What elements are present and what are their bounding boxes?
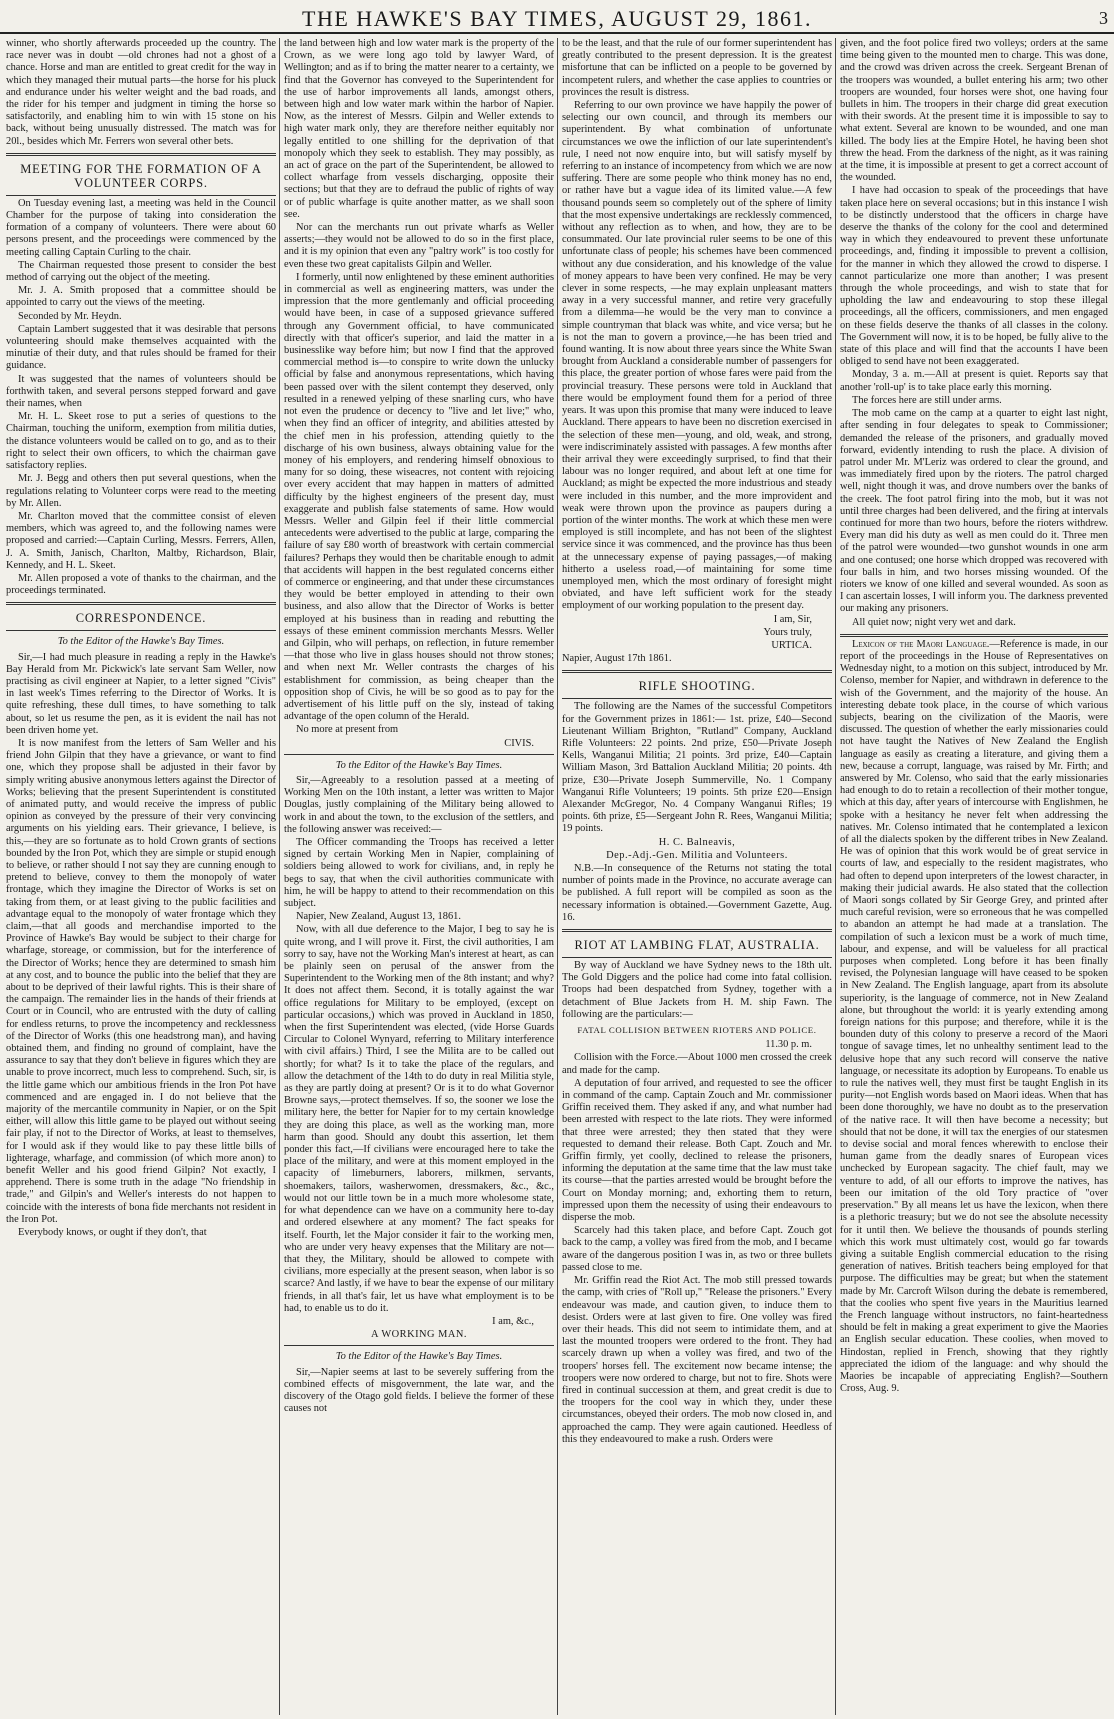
riot-paragraph: Scarcely had this taken place, and before Capt. Zouch got back to the camp, a volley was fired from the mob, and I became aware of the dangerous position I was in, as two or three bullets passed close to me.	[562, 1225, 832, 1273]
letter-paragraph: the land between high and low water mark is the property of the Crown, as we were long ago told by lawyer Ward, of Wellington; and as if to bring the matter nearer to a certainty, we find that the Governor has conveyed to the Superintendent for the use of harbor improvements all lands, amongst others, between high and low water mark within the harbor of Napier. Now, as the interest of Messrs. Gilpin and Weller extends to high water mark only, they are therefore neither equitably nor legally entitled to one shilling for the deprivation of that monopoly which they seek to establish. They may possibly, as an act of grace on the part of the Superintendent, be allowed to collect wharfage from vessels discharging, opposite their sections; but that they are to defraud the public of rights of way or of public wharfage is quite another matter, as we shall soon see.	[284, 38, 554, 220]
riot-paragraph: The mob came on the camp at a quarter to eight last night, after sending in four delegates to speak to Commissioner; demanded the release of the prisoners, and gradually moved forward, evidently intending to rush the place. A division of patrol under Mr. M'Leriz was ordered to clear the ground, and was immediately fired upon by the rioters. The patrol charged well, night though it was, and drove numbers over the banks of the creek. The foot patrol firing into the mob, but it was not until three charges had been delivered, and the firing at intervals continued for more than two hours, before the rioters withdrew. Every man did his duty as well as men could do it. Three men of the patrol were wounded—two gunshot wounds in one arm and one contused; one horse which dropped was recovered with four balls in him, and two horses missing wounded. Of the rioters we know of one killed and several wounded. As soon as I can ascertain losses, I will inform you. The darkness prevented our making any prisoners.	[840, 408, 1108, 615]
lexicon-headline: Lexicon of the Maori Language.	[852, 638, 990, 650]
riot-paragraph: All quiet now; night very wet and dark.	[852, 616, 1016, 628]
column-rule	[279, 38, 280, 1715]
section-divider	[840, 634, 1108, 637]
section-divider	[6, 602, 276, 605]
letter-date: Napier, August 17th 1861.	[562, 653, 672, 665]
section-divider	[284, 754, 554, 755]
section-divider	[6, 195, 276, 196]
correspondence-headline: CORRESPONDENCE.	[75, 611, 207, 626]
letter-paragraph: Napier, New Zealand, August 13, 1861.	[296, 911, 461, 923]
meeting-paragraph: Captain Lambert suggested that it was desirable that persons volunteering should make themselves acquainted with the minutiæ of their duty, and that rules should be framed for their guidance.	[6, 323, 276, 372]
rifle-results: The following are the Names of the successful Competitors for the Government prizes in 1861:— 1st. prize, £40—Second Lieutenant William Brighton, "Rutland" Company, Auckland Rifle Volunteers: 22 points. 2nd prize, £50—Private Joseph Kells, Wanganui Militia; 21 points. 3rd prize, £40—Captain William Mason, 3rd Battalion Auckland Militia; 20 points. 4th prize, £30—Private Joseph Summerville, No. 1 Company Wanganui Rifle Volunteers; 19 points. 5th prize £20—Ensign Alexander McGregor, No. 4 Company Wanganui Rifles; 19 points. 6th prize, £5—Sergeant John R. Rees, Wanganui Militia; 19 points.	[562, 701, 832, 835]
riot-paragraph: given, and the foot police fired two volleys; orders at the same time being given to the mounted men to charge. This was done, and the crowd was driven across the creek. Sergeant Brenan of the troopers was wounded, a bullet entering his arm; two other troopers are wounded, four horses were shot, one having four bullets in him. The troopers in their charge did great execution with their swords. At the present time it is impossible to say to what extent. Several are known to be wounded, and one man killed. The body lies at the Empire Hotel, he having been shot threw the head. From the darkness of the night, as it was raining at the time, it is impossible at present to get a correct account of the wounded.	[840, 38, 1108, 184]
column-4	[840, 38, 1108, 1715]
section-divider	[284, 1345, 554, 1346]
riot-headline: RIOT AT LAMBING FLAT, AUSTRALIA.	[574, 938, 820, 953]
riot-paragraph: By way of Auckland we have Sydney news to the 18th ult. The Gold Diggers and the police had come into fatal collision. Troops had been despatched from Sydney, together with a detachment of Blue Jackets from H. M. ship Fawn. The following are the particulars:—	[562, 960, 832, 1020]
section-divider	[562, 670, 832, 673]
letter-signature: URTICA.	[771, 639, 812, 651]
riot-paragraph: Collision with the Force.—About 1000 men crossed the creek and made for the camp.	[562, 1052, 832, 1076]
letter-closing: I am, &c.,	[492, 1315, 534, 1327]
column-rule	[557, 38, 558, 1715]
letter-paragraph: It is now manifest from the letters of Sam Weller and his friend John Gilpin that they have a grievance, or want to find one, which they propose shall be adjusted in their favor by simply writing abusive anonymous letters against the Director of Works; believing that the present Superintendent is constituted of animated putty, and would receive the impress of public opinion as conveyed by the pressure of their very convincing arguments on his yielding ears. Their grievance, I believe, is this,—they are so fortunate as to hold Crown grants of sections bounded by the Iron Pot, which they are simple or stupid enough to believe, or rather should I not say they are cunning enough to pretend to believe, convey to them the monopoly of water frontage, which they imagine the Director of Works is set on taking from them, or at least giving to the public facilities and advantage equal to the monopoly of water frontage which they claim,—that all goods and merchandise imported to the Province of Hawke's Bay would be subject to their charge for wharfage, storeage, or commission, but for the interference of the Director of Works; hence they are determined to smash him at any cost, and to bounce the public into the belief that they are about to be deprived of their lawful rights. This is their share of the campaign. The remainder lies in the hands of their friends at Court or in Council, who are entrusted with the duty of calling for endless returns, to prove the incompetency and recklessness of the Director of Works (this one headstrong man), and having obtained them, and finding no ground of complaint, have the assurance to say that they don't believe in figures which they are unable to prove incorrect, much less to comprehend. Such, sir, is the little game which our ambitious friends in the Iron Pot have commenced and are engaged in. I do not believe that the majority of the mercantile community in Napier, or on the Spit either, will allow this little game to be played out without seeing fair play, if not to the Director of Works, at least to themselves, for I would ask if they would like to pay these little bills of lighterage, wharfage, and commission (of which more anon) to benefit Weller and his good friend Gilpin? Not exactly, I apprehend. There is some truth in the adage "No friendship in trade," and Gilpin's and Weller's interests do not happen to coincide with the interests of bona fide merchants not resident in the Iron Pot.	[6, 737, 276, 1225]
letter-paragraph: Referring to our own province we have happily the power of selecting our own council, and through its members our superintendent. By what combination of unfortunate circumstances we owe the infliction of our late superintendent's rule, I need not now enquire into, but will satisfy myself by referring to an instance of incompetency from which we are now suffering. There are some people who think money has no end, or rather have but a vague idea of its limited value.—A few thousand pounds seem so completely out of the sphere of limity that the most expensive undertakings are recklessly commenced, without any reflection as to when, and how, they are to be consummated. Our late provincial ruler seems to be one of this unfortunate class of people; his schemes have been commenced without any due consideration, and his knowledge of the value of money appears to have been very confined. He may be very clever in some respects, —he may explain unpleasant matters away in a very successful manner, and retire very gracefully from a dilemma—he would be the very man to convince a simple countryman that black was white, and vice versa; but he is not the man to govern a province,—he has been tried and found wanting. It is now about three years since the White Swan brought from Auckland a considerable number of passengers for this place, the greater portion of whose fares were paid from the provincial treasury. These persons were told in Auckland that there would be employment found them for a period of three years. It was upon this promise that many were induced to leave Auckland. There appears to have been no discretion exercised in the selection of these men—young, and old, weak, and strong, were indiscriminately assisted with passages. A few months after their arrival they were exceedingly surprised, to find that their labour was no longer required, and about left at one time for Auckland; as might be expected the more industrious and steady were included in this number, and the more improvident and weak were thrown upon the province as paupers during a portion of the winter months. The work at which these men were employed is still incomplete, and has not been of the slightest service since it was commenced, and the province has thus been at the unnecessary expense of paying passages,—of making hitherto a useless road,—of maintaining for some time unemployed men, which the most ordinary of foresight might obviated, and have left sufficient work for the steady employment of our working population to the present day.	[562, 100, 832, 612]
rifle-note: N.B.—In consequence of the Returns not stating the total number of points made in the Province, no accurate average can be published. A full report will be compiled as soon as the necessary information is obtained.—Government Gazette, Aug. 16.	[562, 863, 832, 923]
meeting-paragraph: Mr. J. Begg and others then put several questions, when the regulations relating to Volunteer corps were read to the meeting by Mr. Allen.	[6, 473, 276, 509]
section-divider	[562, 929, 832, 932]
riot-paragraph: The forces here are still under arms.	[852, 394, 1002, 406]
riot-paragraph: Monday, 3 a. m.—All at present is quiet. Reports say that another 'roll-up' is to take place early this morning.	[840, 369, 1108, 393]
letter-paragraph: Sir,—Napier seems at last to be severely suffering from the combined effects of misgovernment, the late war, and the discovery of the Otago gold fields. I believe the former of these causes not	[284, 1366, 554, 1415]
riot-paragraph: Mr. Griffin read the Riot Act. The mob still pressed towards the camp, with cries of "Roll up," "Release the prisoners." Every endeavour was made, and caution given, to induce them to desist. Orders were at last given to fire. One volley was fired over their heads. This did not seem to intimidate them, and at last the mounted troopers were ordered to the front. They had scarcely drawn up when a volley was fired, and two of the troopers' horses fell. The excitement now became intense; the troopers were now ordered to charge, but not to fire. Shots were fired in continual succession at them, and great credit is due to the troopers for the cool way in which they, under these circumstances, obeyed their orders. The mob now closed in, and approached the camp. They were again cautioned. Heedless of this they endeavoured to make a rush. Orders were	[562, 1275, 832, 1445]
letter-signature: CIVIS.	[504, 737, 534, 749]
letter-closing: I am, Sir,	[773, 613, 812, 625]
letter-paragraph: Now, with all due deference to the Major, I beg to say he is quite wrong, and I will prove it. First, the civil authorities, I am sorry to say, have not the Working Man's interest at heart, as can be plainly seen on perusal of the answer from the Superintendent to the Working men of the 8th instant; and why? It does not affect them. Second, it is totally against the war office regulations for Military to be employed, (except on particular occasions,) which was proved in Auckland in 1850, when the first Superintendent was elected, (vide Horse Guards Circular to Colonel Wynyard, referring to Military interference with civil affairs.) Third, I see the Milita are to be called out shortly; for what? Is it to take the place of the regulars, and allow the detachment of the 14th to do duty in real Militia style, as they are partly doing at present? Or is it to do what Governor Browne says,—protect themselves. If so, the sooner we lose the military here, the better for Napier for to my certain knowledge they are doing this place, as well as the working man, more harm than good. Should any doubt this assertion, let them ponder this fact,—If civilians were encouraged here to take the place of the military, and were at this moment employed in the capacity of limeburners, laborers, milkmen, servants, shoemakers, tailors, washerwomen, dressmakers, &c., &c., would not our little town be in a much more wholesome state, for what dependence can we have on a community here to-day and ordered elsewhere at any moment? The fact speaks for itself. Fourth, let the Major consider it fair to the working men, who are under very heavy expenses that the Military are not—that they, the Military, should be allowed to compete with civilians, more especially at the present season, when labor is so scarce? And lastly, if we have to bear the expense of our military friends, in all that's fair, let us have what employment is to be had, to enable us to do it.	[284, 924, 554, 1314]
column-2	[284, 38, 554, 1715]
section-divider	[562, 698, 832, 699]
letter-paragraph: Everybody knows, or ought if they don't, that	[18, 1227, 207, 1239]
newspaper-title: THE HAWKE'S BAY TIMES, AUGUST 29, 1861.	[302, 6, 812, 31]
letter-paragraph: Sir,—I had much pleasure in reading a reply in the Hawke's Bay Herald from Mr. Pickwick's late servant Sam Weller, now practising as civil engineer at Napier, to a letter signed "Civis" in last week's Times referring to the Director of Works. It is quite refreshing, these dull times, to have something to talk about, so let us resume the pen, as it is evident the nail has not been driven home yet.	[6, 651, 276, 736]
meeting-paragraph: Mr. Charlton moved that the committee consist of eleven members, which was agreed to, and the following names were proposed and carried:—Captain Curling, Messrs. Ferrers, Allen, J. A. Smith, Janisch, Charlton, Maltby, Richardson, Blair, Kennedy, and H. L. Skeet.	[6, 510, 276, 571]
letter-closing: Yours truly,	[763, 626, 812, 638]
meeting-paragraph: Mr. H. L. Skeet rose to put a series of questions to the Chairman, touching the uniform, exemption from militia duties, the distance volunteers would be called on to go, and as to their right to select their own officers, to which the chairman gave satisfactory replies.	[6, 411, 276, 472]
rifle-shooting-headline: RIFLE SHOOTING.	[638, 679, 756, 694]
column-rule	[835, 38, 836, 1715]
rifle-signature-title: Dep.-Adj.-Gen. Militia and Volunteers.	[606, 849, 788, 861]
letter-paragraph: The Officer commanding the Troops has received a letter signed by certain Working Men in Napier, complaining of soldiers being allowed to work for civilians, and, in reply he begs to say, that when the civil authorities communicate with him, he will be happy to attend to their recommendation on this subject.	[284, 837, 554, 910]
meeting-paragraph: Mr. Allen proposed a vote of thanks to the chairman, and the proceedings terminated.	[6, 572, 276, 597]
section-divider	[6, 153, 276, 156]
masthead	[0, 0, 1114, 34]
meeting-paragraph: The Chairman requested those present to consider the best method of carrying out the object of the meeting.	[6, 259, 276, 284]
riot-paragraph: I have had occasion to speak of the proceedings that have taken place here on several occasions; but in this instance I wish to be distinctly understood that the officers in charge have deserve the thanks of the colony for the cool and determined way in which they endeavoured to prevent these unfortunate proceedings, and, finding it impossible to prevent a collision, for the manner in which they allowed the crowd to disperse. I cannot particularize one more than another; I was present through the whole proceedings, and wish to state that for upholding the law and endeavouring to stop these illegal proceedings, all the officers, commissioners, and men engaged on these fields deserve the thanks of all classes in the colony. The Government will now, it is to be hoped, be fully alive to the state of this place and will find that the accounts I have been obliged to send have not been exaggerated.	[840, 185, 1108, 368]
meeting-headline: MEETING FOR THE FORMATION OF A VOLUNTEER CORPS.	[20, 161, 262, 190]
column-3	[562, 38, 832, 1715]
section-divider	[6, 630, 276, 631]
letter-paragraph: Nor can the merchants run out private wharfs as Weller asserts;—they would not be allowed to do so in the first place, and it is my opinion that even any "paltry work" is too costly for even these two great capitalists Gilpin and Weller.	[284, 222, 554, 270]
letter-salutation: To the Editor of the Hawke's Bay Times.	[335, 759, 503, 771]
page-number: 3	[1099, 8, 1108, 28]
letter-signature: A WORKING MAN.	[371, 1329, 467, 1341]
meeting-paragraph: It was suggested that the names of volunteers should be forthwith taken, and several persons stepped forward and gave their names, when	[6, 373, 276, 410]
section-divider	[562, 957, 832, 958]
race-report-end: winner, who shortly afterwards proceeded up the country. The race never was in doubt —old chrones had not a ghost of a chance. Horse and man are entitled to great credit for the way in which they managed their mutual parts—the horse for his pluck and endurance under his welter weight and the bad roads, and the rider for his temper and judgment in timing the horse so satisfactorily, and enabling him to win with 15 stone on his back, without being unusually distressed. The match was for 20l., besides which Mr. Ferrers won several other bets.	[6, 38, 276, 147]
riot-time: 11.30 p. m.	[765, 1039, 812, 1051]
letter-paragraph: No more at present from	[296, 724, 399, 736]
column-1	[6, 38, 276, 1715]
letter-paragraph: I formerly, until now enlightened by these eminent authorities in commercial as well as engineering matters, was under the impression that the more gentlemanly and official proceeding would have been, in case of a supposed grievance suffered through any Government official, to have communicated directly with that officer's superior, and laid the matter in a businesslike way before him; but now I find that the approved commercial method is—to conspire to write down the unlucky official by false and anonymous representations, which having been passed over with the silent contempt they deserved, only resulted in a renewed yelping of these snarling curs, who have not even the prudence or decency to "live and let live;" who, when they find an officer of integrity, and abilities attested by the chief men in his profession, attending quietly to the discharge of his own business, always obtaining value for the money of his employers, and rendering himself obnoxious to many for so doing, these wiseacres, not content with rejoicing over every accident that may happen in matters of admitted difficulty by the highest engineers of the present day, must exaggerate and publish false statements of same. How would Messrs. Weller and Gilpin feel if their little commercial antecedents were advertised to the public at large, comparing the failure of say £80 worth of breastwork with certain commercial failures? Perhaps they would then be charitable enough to admit that accidents will happen in the best regulated concerns either of commerce or engineering, and that under these circumstances they would be better employed in attending to their own business, and also allow that the Director of Works is better employed at his business than in reading and rebutting the essays of these eminent commission merchants Messrs. Weller and Gilpin, who will perhaps, on reflection, in future remember—that those who live in glass houses should not throw stones; and when next Mr. Weller contrasts the charges of his establishment for commission, as being cheaper than the opposition shop of Civis, he will be so good as to pay for the advertisement of his little puff on the sly, instead of taking advantage of the open column of the Herald.	[284, 271, 554, 723]
meeting-paragraph: On Tuesday evening last, a meeting was held in the Council Chamber for the purpose of taking into consideration the formation of a company of volunteers. There were about 60 persons present, and the proceedings were commenced by the meeting calling Captain Curling to the chair.	[6, 197, 276, 258]
riot-subheading: FATAL COLLISION BETWEEN RIOTERS AND POLICE.	[577, 1025, 817, 1036]
letter-salutation: To the Editor of the Hawke's Bay Times.	[57, 636, 225, 648]
lexicon-paragraph: —Reference is made, in our report of the proceedings in the House of Representatives on Wednesday night, to a motion on this subject, introduced by Mr. Colenso, member for Napier, and withdrawn in deference to the wish of the Government, and the majority of the house. An interesting debate took place, in the course of which various subjects, bearing on the civilization of the Maoris, were discussed. The question of whether the early missionaries could not have taught the Natives of New Zealand the English language as easily as creating a literature, and giving them a new, because a corrupt, language, was raised by Mr. Firth; and answered by Mr. Colenso, who said that the early missionaries had enough to do to retain a recollection of their mother tongue, which at this day, after years of intercourse with Englishmen, he spoke with a hesitancy he never felt when addressing the natives. Mr. Colenso intimated that he contemplated a lexicon of all the dialects spoken by the different tribes in New Zealand. He was of opinion that this work would be of great service in courts of law, and especially to the resident magistrates, who had often to depend upon interpreters of the lowest character, in making their judicial awards. He also stated that the collection of Maori songs collated by Sir George Grey, and printed after much careful revision, were so erroneous that he was compelled to abandon an attempt he had made at a translation. The compilation of such a lexicon must be a work of much time, labour, and expense, and will be valueless for all practical purposes when completed. Long before it has been finally revised, the Polynesian language will have ceased to be spoken in New Zealand. The English language, apart from its absolute superiority, is the language of commerce, not in New Zealand alone, but throughout the world: it is yearly extending among foreign nations for this purpose; and therefore, while it is the bounden duty of this colony to preserve a record of the Maori tongue of savage times, let no unhealthy sentiment lead to the delusive hope that any such record will conserve the native language, or necessitate its adoption by Europeans. To enable us to rule the natives well, they must first be taught English in its purity—not English words based on Maori ideas. When that has been done thoroughly, we have no doubt as to the preservation of the native race. It will then have become a necessity; but should that not be done, it will tax the energies of our statesmen to devise social and moral fences wherewith to enclose their human game from the deadly snares of European vices unchecked by European sagacity. The chief fault, may we venture to add, of all our efforts to improve the natives, has been our imitation of the old Tory practice of "over preservation." By all means let us have the lexicon, when there is a plethoric treasury; but we do not see the absolute necessity for it until then. We believe the thousands of pounds sterling which this work must ultimately cost, would go far towards giving a suitable English commercial education to the rising generation of natives. British teachers being employed for that purpose. The difficulties may be great; but when the statement made by Mr. Carcroft Wilson during the debate is remembered, that the coolies who spent five years in the Mauritius learned the French language without instructors, no faint-heartedness should be felt in making a great experiment to give the Maories an English secular education. These coolies, when moved to Hindostan, replied in French, showing that they rightly appreciated the idiom of the language: and why should the Maories be incapable of appreciating English?—Southern Cross, Aug. 9.	[840, 638, 1108, 1395]
letter-paragraph: Sir,—Agreeably to a resolution passed at a meeting of Working Men on the 10th instant, a letter was written to Major Douglas, justly complaining of the Military being allowed to work in and about the town, to the exclusion of the settlers, and the following answer was received:—	[284, 774, 554, 835]
rifle-signature: H. C. Balneavis,	[658, 836, 736, 848]
meeting-paragraph: Mr. J. A. Smith proposed that a committee should be appointed to carry out the views of the meeting.	[6, 285, 276, 309]
letter-salutation: To the Editor of the Hawke's Bay Times.	[335, 1351, 503, 1363]
riot-paragraph: A deputation of four arrived, and requested to see the officer in command of the camp. Captain Zouch and Mr. commissioner Griffin received them. They asked if any, and what number had been arrested with respect to the late riots. They were informed that three were arrested; they then stated that they were requested to demand their release. Both Capt. Zouch and Mr. Griffin firmly, yet coolly, declined to release the prisoners, informing the deputation at the same time that the law must take its course—that the parties arrested would be brought before the Court on Monday morning; and, exhorting them to return, impressed upon them the necessity of using their endeavours to disperse the mob.	[562, 1077, 832, 1224]
meeting-paragraph: Seconded by Mr. Heydn.	[18, 310, 122, 322]
letter-paragraph: to be the least, and that the rule of our former superintendent has greatly contributed to the present depression. It is the greatest misfortune that can be inflicted on a people to be governed by incompetent rulers, and whether the case applies to countries or provinces the result is distress.	[562, 38, 832, 98]
